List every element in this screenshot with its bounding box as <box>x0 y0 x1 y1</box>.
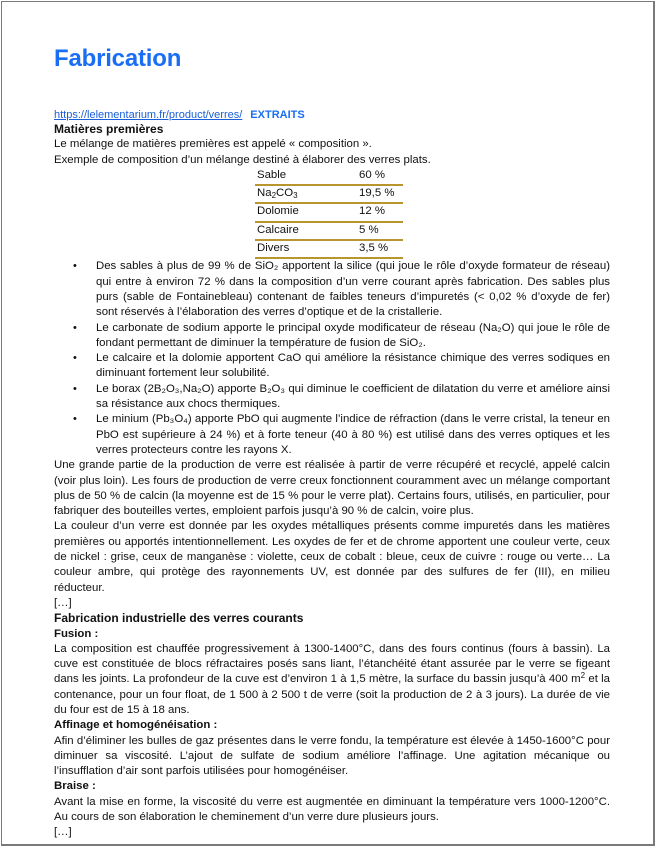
document-body <box>54 122 610 841</box>
list-item: • Le calcaire et la dolomie apportent CaO qui améliore la résistance chimique des verres sodiques en diminuant fortement leur solubilité. <box>96 351 610 382</box>
table-row <box>255 203 403 221</box>
table-row <box>255 222 403 240</box>
material-name: Sable <box>255 168 357 185</box>
composition-table <box>255 168 403 259</box>
section-heading-fabrication: Fabrication industrielle des verres courants <box>54 611 304 626</box>
subheading-fusion: Fusion : <box>54 627 99 640</box>
list-item: • Le minium (Pb₃O₄) apporte PbO qui augmente l’indice de réfraction (dans le verre cristal, la teneur en PbO est supérieure à 24 %) et à forte teneur (40 à 80 %) est utilisé dans des verres optiques et les verres protecteurs contre les rayons X. <box>96 412 610 458</box>
list-item: • Des sables à plus de 99 % de SiO₂ apportent la silice (qui joue le rôle d’oxyde formateur de réseau) qui entre à environ 72 % dans la composition d’un verre courant après fabrication. Des sables plus purs (sable de Fontainebleau) contenant de faibles teneurs d’impuretés (< 0,02 % d’oxyde de fer) sont réservés à l’élaboration des verres d’optique et de la cristallerie. <box>96 259 610 320</box>
subheading-affinage: Affinage et homogénéisation : <box>54 719 218 732</box>
paragraph-fusion: La composition est chauffée progressivement à 1300-1400°C, dans des fours continus (fours à bassin). La cuve est constituée de blocs réfractaires posés sans liant, l’étanchéité étant assurée par le verre se figeant dans les joints. La profondeur de la cuve est d’environ 1 à 1,5 mètre, la surface du bassin jusqu’à 400 $m^2$ et la contenance, pour un four float, de 1 500 à 2 500 t de verre (soit la production de 2 à 3 jours). La durée de vie du four est de 15 à 18 ans. <box>54 642 611 716</box>
intro-line-2: Exemple de composition d’un mélange destiné à élaborer des verres plats. <box>54 153 431 166</box>
paragraph-couleur: La couleur d’un verre est donnée par les oxydes métalliques présents comme impuretés dans les matières premières ou apportés intentionnellement. Les oxydes de fer et de chrome apportent une couleur verte, ceux de nickel : grise, ceux de manganèse : violette, ceux de cobalt : bleue, ceux de cuivre : rouge ou verte… La couleur ambre, qui protège des rayonnements UV, est donnée par des sulfures de fer (III), en milieu réducteur. <box>54 520 610 594</box>
ellipsis-2: […] <box>54 826 72 839</box>
source-link[interactable]: https://lelementarium.fr/product/verres/ <box>54 109 243 121</box>
table-row <box>255 185 403 203</box>
material-name: Divers <box>255 240 357 258</box>
material-percentage: 3,5 % <box>357 240 403 258</box>
material-percentage: 19,5 % <box>357 185 403 203</box>
table-row <box>255 168 403 185</box>
material-percentage: 12 % <box>357 203 403 221</box>
paragraph-braise: Avant la mise en forme, la viscosité du verre est augmentée en diminuant la température vers 1000-1200°C. Au cours de son élaboration le cheminement d’un verre dure plusieurs jours. <box>54 795 610 824</box>
intro-line-1: Le mélange de matières premières est appelé « composition ». <box>54 138 372 151</box>
section-heading-matieres: Matières premières <box>54 122 164 136</box>
table-row <box>255 240 403 258</box>
subheading-braise: Braise : <box>54 780 96 793</box>
list-item: • Le borax (2B₂O₃,Na₂O) apporte B₂O₃ qui diminue le coefficient de dilatation du verre et améliore ainsi sa résistance aux chocs thermiques. <box>96 382 610 413</box>
extraits-label: EXTRAITS <box>250 109 305 121</box>
ellipsis-1: […] <box>54 596 72 609</box>
list-item: • Le carbonate de sodium apporte le principal oxyde modificateur de réseau (Na₂O) qui joue le rôle de fondant permettant de diminuer la température de fusion de SiO₂. <box>96 321 610 352</box>
paragraph-affinage: Afin d’éliminer les bulles de gaz présentes dans le verre fondu, la température est élevée à 1450-1600°C pour diminuer sa viscosité. L’ajout de sulfate de sodium améliore l’affinage. Une agitation mécanique ou l’insufflation d’air sont parfois utilisées pour homogénéiser. <box>54 734 610 778</box>
page-title: Fabrication <box>54 45 182 72</box>
material-name: $Na_2CO_3$ <box>255 185 357 203</box>
material-name: Calcaire <box>255 222 357 240</box>
material-percentage: 5 % <box>357 222 403 240</box>
paragraph-calcin: Une grande partie de la production de verre est réalisée à partir de verre récupéré et recyclé, appelé calcin (voir plus loin). Les fours de production de verre creux fonctionnent couramment avec un mélange comportant plus de 50 % de calcin (la moyenne est de 15 % pour le verre plat). Certains fours, utilisés, en particulier, pour fabriquer des bouteilles vertes, emploient parfois jusqu’à 90 % de calcin, voire plus. <box>54 459 610 518</box>
raw-materials-list <box>54 259 610 458</box>
source-line <box>54 108 305 122</box>
material-percentage: 60 % <box>357 168 403 185</box>
material-name: Dolomie <box>255 203 357 221</box>
